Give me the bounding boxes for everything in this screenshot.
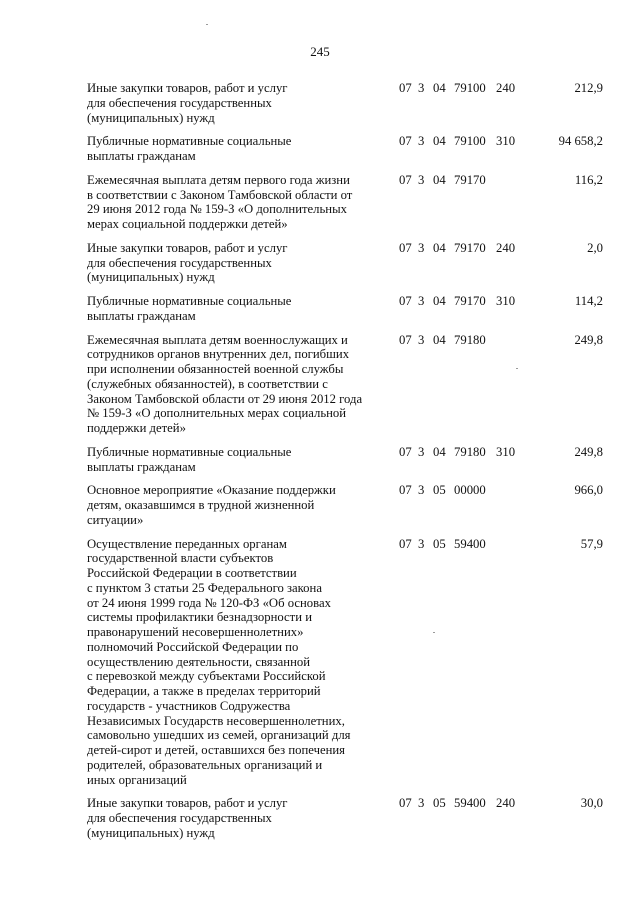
row-amount: 249,8 [574,444,603,459]
row-description: Основное мероприятие «Оказание поддержки детям, оказавшимся в трудной жизненной ситуации» [87,483,336,527]
row-amount: 57,9 [580,536,603,551]
row-description: Иные закупки товаров, работ и услуг для обеспечения государственных (муниципальных) нужд [87,796,288,840]
expense-type-code: 310 [496,294,516,308]
code-program: 3 [418,172,425,187]
code-section: 07 [399,240,412,255]
row-amount: 114,2 [574,294,603,308]
scan-speck [206,24,208,25]
code-program: 3 [418,483,425,498]
code-section: 07 [399,796,412,811]
row-description: Публичные нормативные социальные выплаты гражданам [87,444,292,474]
expense-type-code: 310 [496,444,516,459]
row-amount: 212,9 [574,81,603,95]
code-direction: 79180 [454,444,486,459]
code-program: 3 [418,332,425,347]
code-direction: 79100 [454,134,486,149]
code-direction: 79180 [454,332,486,347]
code-subprogram: 04 [433,294,446,308]
table-row [87,241,603,285]
code-direction: 79100 [454,81,486,95]
table-row [87,445,603,475]
code-section: 07 [399,332,412,347]
row-amount: 116,2 [574,172,603,187]
code-program: 3 [418,134,425,149]
row-amount: 94 658,2 [558,134,603,149]
code-section: 07 [399,483,412,498]
row-description: Ежемесячная выплата детям военнослужащих и сотрудников органов внутренних дел, погибших при исполнении обязанностей военной службы (служебных обязанностей), в соответствии с Законом Тамбовской области от 29 июня 2012 года № 159-З «О дополнительных мерах социальной поддержки детей» [87,332,363,435]
code-subprogram: 04 [433,444,446,459]
row-description: Осуществление переданных органам государственной власти субъектов Российской Федерации в соответствии с пунктом 3 статьи 25 Федерального закона от 24 июня 1999 года № 120-ФЗ «Об основах системы профилактики безнадзорности и правонарушений несовершеннолетних» полномочий Российской Федерации по осуществлению деятельности, связанной с перевозкой между субъектами Российской Федерации, а также в пределах территорий государств - участников Содружества Независимых Государств несовершеннолетних, самовольно ушедших из семей, организаций для детей-сирот и детей, оставшихся без попечения родителей, образовательных организаций и иных организаций [87,536,351,787]
table-row [87,537,603,788]
code-direction: 59400 [454,536,486,551]
row-description: Иные закупки товаров, работ и услуг для обеспечения государственных (муниципальных) нужд [87,81,288,125]
table-row [87,796,603,840]
row-description: Ежемесячная выплата детям первого года жизни в соответствии с Законом Тамбовской области от 29 июня 2012 года № 159-З «О дополнительных мерах социальной поддержки детей» [87,172,353,231]
code-section: 07 [399,536,412,551]
code-section: 07 [399,294,412,308]
code-section: 07 [399,81,412,95]
expense-type-code: 240 [496,240,516,255]
code-subprogram: 04 [433,172,446,187]
code-direction: 79170 [454,172,486,187]
code-direction: 79170 [454,240,486,255]
code-subprogram: 04 [433,81,446,95]
code-subprogram: 04 [433,134,446,149]
table-row [87,483,603,527]
code-section: 07 [399,172,412,187]
row-description: Публичные нормативные социальные выплаты гражданам [87,134,292,163]
code-section: 07 [399,444,412,459]
table-row [87,173,603,232]
code-program: 3 [418,240,425,255]
table-row [87,81,603,125]
table-row [87,333,603,436]
code-subprogram: 05 [433,796,446,811]
code-program: 3 [418,294,425,308]
budget-table [87,81,603,850]
expense-type-code: 310 [496,134,516,149]
expense-type-code: 240 [496,796,516,811]
code-subprogram: 05 [433,483,446,498]
code-subprogram: 04 [433,332,446,347]
row-amount: 2,0 [587,240,603,255]
row-amount: 249,8 [574,332,603,347]
row-description: Публичные нормативные социальные выплаты гражданам [87,294,292,323]
code-subprogram: 05 [433,536,446,551]
code-program: 3 [418,81,425,95]
code-program: 3 [418,536,425,551]
code-section: 07 [399,134,412,149]
code-subprogram: 04 [433,240,446,255]
code-direction: 00000 [454,483,486,498]
code-program: 3 [418,796,425,811]
code-program: 3 [418,444,425,459]
row-amount: 30,0 [580,796,603,811]
table-row [87,134,603,164]
row-description: Иные закупки товаров, работ и услуг для обеспечения государственных (муниципальных) нужд [87,240,288,285]
page-number: 245 [310,44,330,59]
table-row [87,294,603,324]
code-direction: 59400 [454,796,486,811]
code-direction: 79170 [454,294,486,308]
row-amount: 966,0 [574,483,603,498]
expense-type-code: 240 [496,81,516,95]
